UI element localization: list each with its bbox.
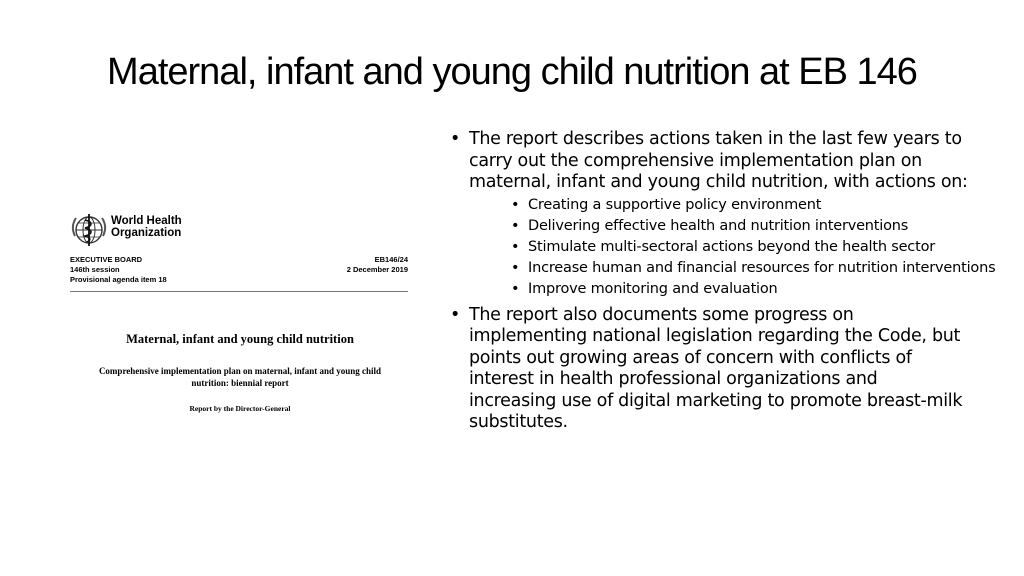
sub-bullet-item [469, 281, 988, 298]
who-wordmark [111, 215, 251, 239]
bullet-dot-icon: • [511, 217, 520, 234]
document-subtitle: Comprehensive implementation plan on maternal, infant and young child nutrition: biennial report [98, 366, 382, 388]
document-title: Maternal, infant and young child nutrition [126, 332, 354, 346]
document-meta-right [347, 255, 408, 275]
document-report-by: Report by the Director-General [189, 404, 291, 413]
bullet-item-2 [448, 305, 988, 434]
sub-bullet-item [469, 239, 988, 256]
sub-bullet-item [469, 197, 988, 214]
session-label: 146th session [70, 265, 120, 274]
bullet-dot-icon: • [511, 196, 520, 213]
agenda-label: Provisional agenda item 18 [70, 275, 167, 284]
sub-bullet-text: Creating a supportive policy environment [528, 196, 822, 213]
document-meta-left [70, 255, 167, 285]
document-number: EB146/24 [374, 255, 408, 264]
who-emblem-icon [69, 210, 109, 250]
bullet-item-1 [448, 129, 996, 298]
document-date: 2 December 2019 [346, 265, 408, 274]
executive-board-label: EXECUTIVE BOARD [70, 255, 143, 264]
bullet-dot-icon: • [450, 129, 461, 149]
sub-bullet-item [469, 259, 996, 277]
document-thumbnail [60, 205, 420, 435]
org-line-1: World Health [111, 215, 182, 227]
sub-bullet-text: Stimulate multi-sectoral actions beyond the health sector [528, 238, 935, 255]
sub-bullet-item [469, 218, 988, 235]
bullet-dot-icon: • [511, 280, 520, 297]
sub-bullet-text: Delivering effective health and nutrition interventions [528, 217, 909, 234]
slide-title: Maternal, infant and young child nutrition at EB 146 [107, 51, 917, 93]
bullet-dot-icon: • [450, 304, 461, 325]
bullet-text: The report describes actions taken in the last few years to carry out the comprehensive implementation plan on maternal, infant and young child nutrition, with actions on: [469, 129, 968, 192]
sub-bullet-text: Improve monitoring and evaluation [528, 280, 778, 297]
org-line-2: Organization [111, 227, 182, 239]
sub-bullet-text: Increase human and financial resources for nutrition interventions [528, 259, 996, 276]
bullet-list [448, 129, 996, 434]
bullet-dot-icon: • [511, 238, 520, 255]
document-divider [70, 291, 408, 292]
sub-bullet-list [469, 196, 996, 298]
bullet-dot-icon: • [511, 259, 520, 276]
bullet-text: The report also documents some progress on implementing national legislation regarding the Code, but points out growing areas of concern with conflicts of interest in health professional organizations and increasing use of digital marketing to promote breast-milk substitutes. [469, 304, 963, 432]
